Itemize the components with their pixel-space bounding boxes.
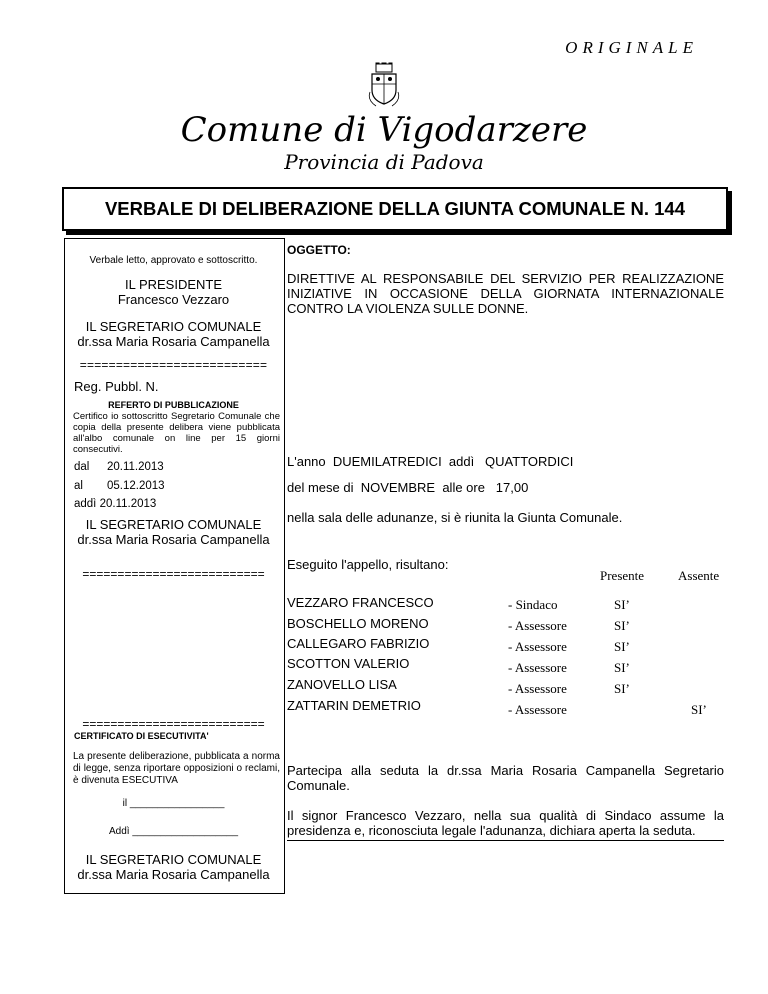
member-name: CALLEGARO FABRIZIO [287,636,430,651]
member-assente: SI’ [691,702,707,717]
partecipa-text: Partecipa alla seduta la dr.ssa Maria Rosaria Campanella Segretario Comunale. [287,763,724,793]
member-name: BOSCHELLO MORENO [287,616,429,631]
member-name: SCOTTON VALERIO [287,656,410,671]
originale-label: ORIGINALE [565,38,698,57]
member-presente: SI’ [614,597,630,612]
sala-line: nella sala delle adunanze, si è riunita la Giunta Comunale. [287,510,623,525]
member-role: - Assessore [508,702,567,717]
segretario-title: IL SEGRETARIO COMUNALE [85,319,262,334]
il-line: il _________________ [122,798,225,809]
member-presente: SI’ [614,681,630,696]
al-label: al [74,480,83,492]
member-presente: SI’ [614,639,630,654]
document-title-box [62,187,728,231]
member-name: ZANOVELLO LISA [287,677,397,692]
dal-label: dal [74,461,90,473]
presidente-name: Francesco Vezzaro [117,292,230,307]
member-role: - Assessore [508,660,567,675]
comune-title: Comune di Vigodarzere [180,110,588,150]
col-presente-header: Presente [600,568,645,583]
mese-line: del mese di NOVEMBRE alle ore 17,00 [287,480,529,495]
segretario-name: dr.ssa Maria Rosaria Campanella [77,334,270,349]
member-presente: SI’ [614,618,630,633]
dal-value: 20.11.2013 [107,461,164,473]
addi-line: Addì ___________________ [108,826,239,837]
segretario2-name: dr.ssa Maria Rosaria Campanella [77,532,270,547]
member-role: - Assessore [508,618,567,633]
member-role: - Sindaco [508,597,558,612]
al-value: 05.12.2013 [107,480,165,492]
cert-title: CERTIFICATO DI ESECUTIVITA' [74,731,209,741]
member-presente: SI’ [614,660,630,675]
member-name: ZATTARIN DEMETRIO [287,698,421,713]
member-role: - Assessore [508,681,567,696]
member-role: - Assessore [508,639,567,654]
separator: ========================== [82,567,265,581]
addi-date: addì 20.11.2013 [74,498,157,510]
anno-line: L'anno DUEMILATREDICI addì QUATTORDICI [287,454,574,469]
referto-title: REFERTO DI PUBBLICAZIONE [108,400,239,410]
presidente-title: IL PRESIDENTE [124,277,223,292]
segretario3-title: IL SEGRETARIO COMUNALE [85,852,262,867]
provincia-title: Provincia di Padova [284,150,484,174]
verbale-text: Verbale letto, approvato e sottoscritto. [89,255,258,266]
oggetto-text: DIRETTIVE AL RESPONSABILE DEL SERVIZIO PER REALIZZAZIONE INIZIATIVE IN OCCASIONE DELLA GIORNATA INTERNAZIONALE CONTRO LA VIOLENZA SULLE DONNE. [287,271,724,316]
oggetto-label: OGGETTO: [287,243,351,257]
referto-text: Certifico io sottoscritto Segretario Comunale che copia della presente delibera viene pubblicata all'albo comunale on line per 15 giorni consecutivi. [73,411,280,455]
cert-text: La presente deliberazione, pubblicata a norma di legge, senza riportare opposizioni o reclami, è divenuta ESECUTIVA [73,751,280,786]
separator: ========================== [79,358,268,372]
appello-line: Eseguito l'appello, risultano: [287,557,449,572]
member-name: VEZZARO FRANCESCO [287,595,434,610]
coat-of-arms-logo [367,62,401,110]
col-assente-header: Assente [678,568,720,583]
segretario2-title: IL SEGRETARIO COMUNALE [85,517,262,532]
document-title: VERBALE DI DELIBERAZIONE DELLA GIUNTA COMUNALE N. 144 [104,198,686,219]
closing-rule [287,840,724,841]
signor-text: Il signor Francesco Vezzaro, nella sua qualità di Sindaco assume la presidenza e, riconosciuta legale l'adunanza, dichiara aperta la seduta. [287,808,724,838]
segretario3-name: dr.ssa Maria Rosaria Campanella [77,867,270,882]
reg-pubbl: Reg. Pubbl. N. [74,379,159,394]
separator: ========================== [82,717,265,731]
